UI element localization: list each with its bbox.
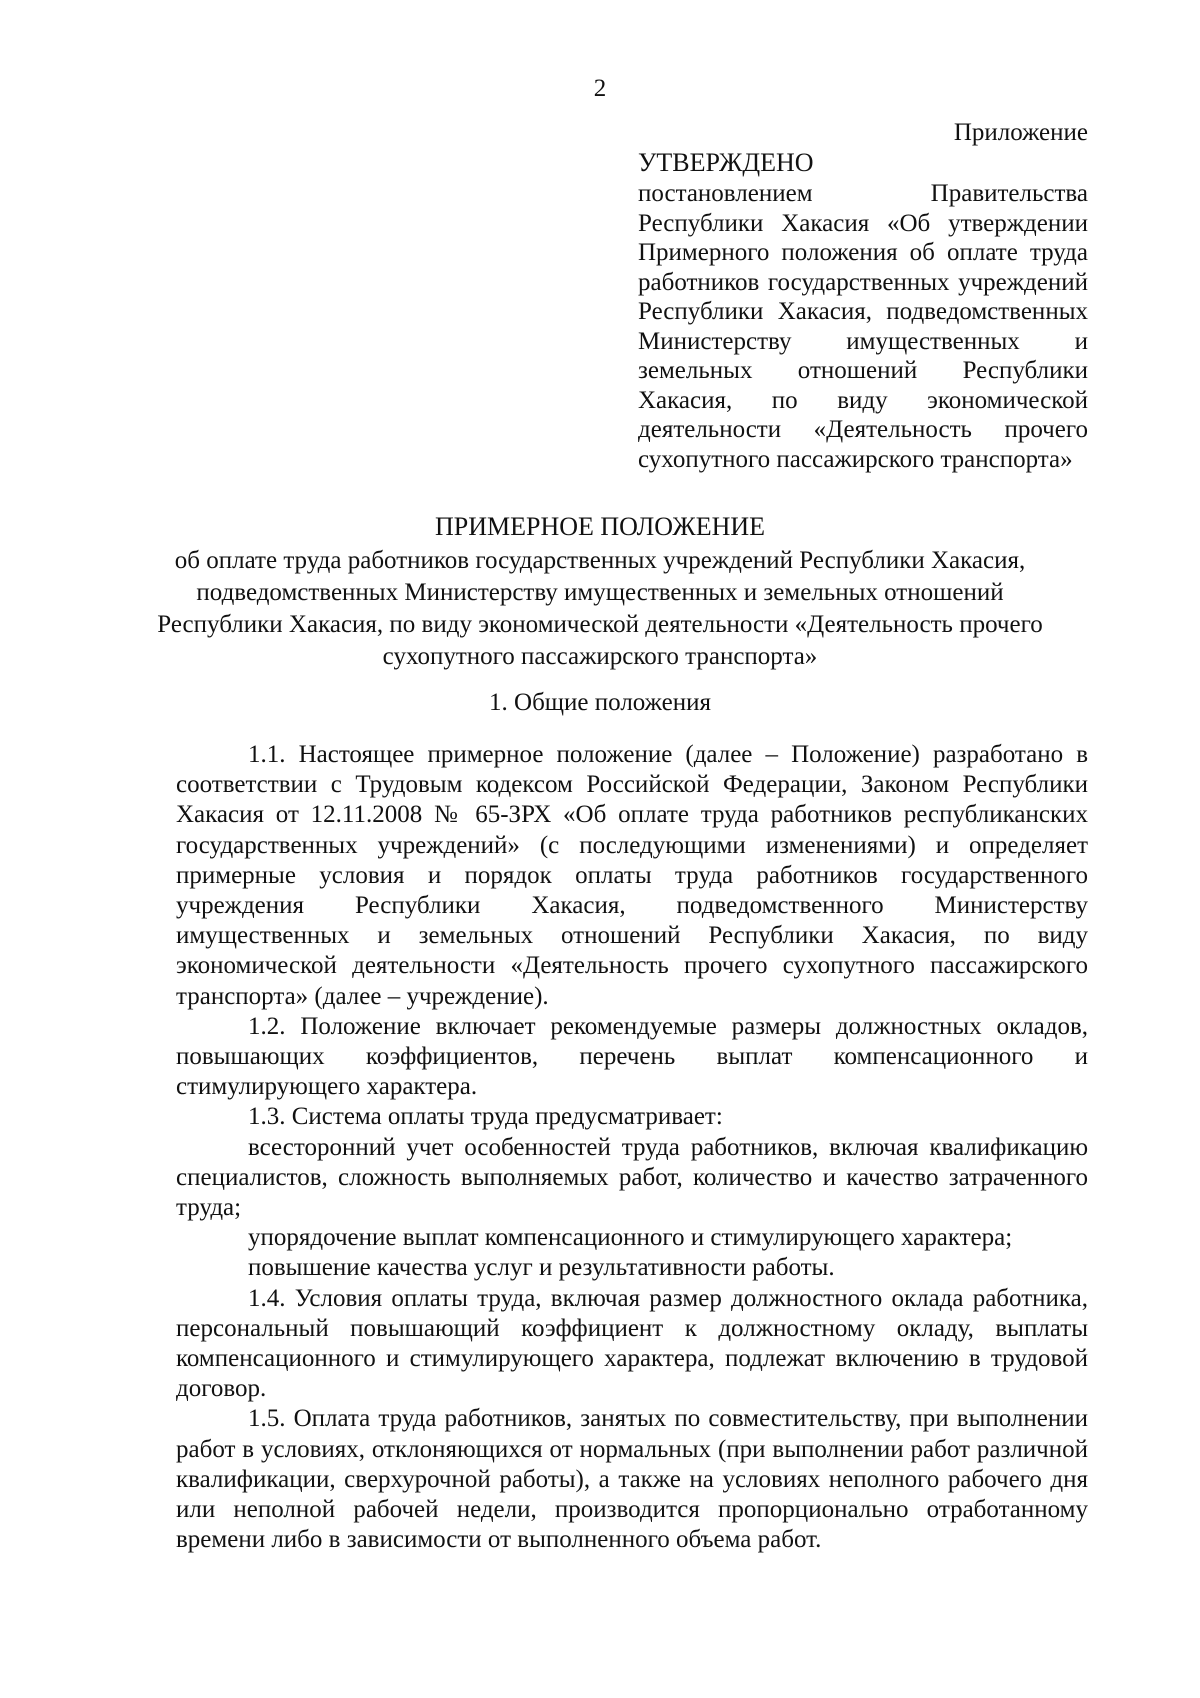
- approval-text: постановлением Правительства Республики Хакасия «Об утверждении Примерного положения об оплате труда работников государственных учреждений Республики Хакасия, подведомственных Министерству имущественных и земельных отношений Республики Хакасия, по виду экономической деятельности «Деятельность прочего сухопутного пассажирского транспорта»: [638, 180, 1088, 473]
- section-heading: 1. Общие положения: [489, 689, 711, 716]
- list-item-comprehensive-accounting: всесторонний учет особенностей труда работников, включая квалификацию специалистов, сложность выполняемых работ, количество и качество затраченного труда;: [176, 1133, 1088, 1222]
- paragraph-1-4: 1.4. Условия оплаты труда, включая размер должностного оклада работника, персональный повышающий коэффициент к должностному окладу, выплаты компенсационного и стимулирующего характера, подлежат включению в трудовой договор.: [176, 1284, 1088, 1403]
- section-body: [176, 740, 1088, 1555]
- appendix-label: Приложение: [953, 119, 1088, 146]
- document-subtitle: об оплате труда работников государственных учреждений Республики Хакасия, подведомственных Министерству имущественных и земельных отношений Республики Хакасия, по виду экономической деятельности «Деятельность прочего сухопутного пассажирского транспорта»: [157, 547, 1043, 670]
- paragraph-1-2: 1.2. Положение включает рекомендуемые размеры должностных окладов, повышающих коэффициентов, перечень выплат компенсационного и стимулирующего характера.: [176, 1012, 1088, 1101]
- page-number: 2: [593, 75, 607, 102]
- list-item-service-quality: повышение качества услуг и результативности работы.: [248, 1254, 835, 1282]
- approval-heading: УТВЕРЖДЕНО: [638, 148, 814, 177]
- list-item-streamlining-payments: упорядочение выплат компенсационного и стимулирующего характера;: [248, 1224, 1013, 1252]
- approval-block: [638, 148, 1088, 474]
- paragraph-1-5: 1.5. Оплата труда работников, занятых по совместительству, при выполнении работ в условиях, отклоняющихся от нормальных (при выполнении работ различной квалификации, сверхурочной работы), а также на условиях неполного рабочего дня или неполной рабочей недели, производится пропорционально отработанному времени либо в зависимости от выполненного объема работ.: [176, 1405, 1088, 1554]
- document-title: ПРИМЕРНОЕ ПОЛОЖЕНИЕ: [434, 512, 766, 541]
- paragraph-1-3: 1.3. Система оплаты труда предусматривает:: [248, 1103, 723, 1131]
- paragraph-1-1: 1.1. Настоящее примерное положение (далее – Положение) разработано в соответствии с Трудовым кодексом Российской Федерации, Законом Республики Хакасия от 12.11.2008 № 65-ЗРХ «Об оплате труда работников республиканских государственных учреждений» (с последующими изменениями) и определяет примерные условия и порядок оплаты труда работников государственного учреждения Республики Хакасия, подведомственного Министерству имущественных и земельных отношений Республики Хакасия, по виду экономической деятельности «Деятельность прочего сухопутного пассажирского транспорта» (далее – учреждение).: [176, 741, 1088, 1010]
